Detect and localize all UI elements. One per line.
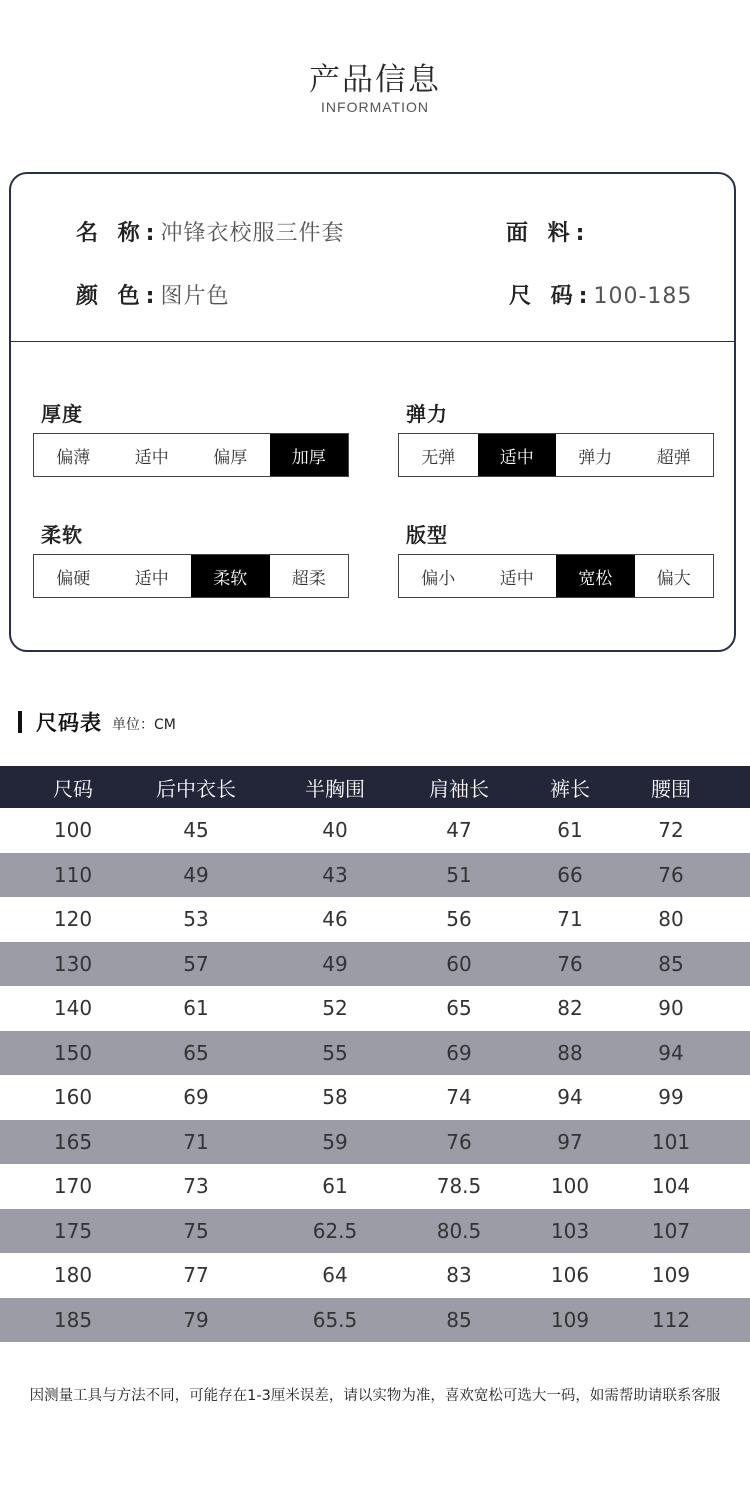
column-header-text: 腰围 <box>651 776 691 801</box>
table-cell-text: 65 <box>183 1040 209 1065</box>
product-name <box>76 216 344 247</box>
table-row <box>0 1298 750 1343</box>
table-cell-text: 85 <box>446 1307 472 1332</box>
column-header-text: 尺码 <box>53 776 93 801</box>
color-label: 颜 色: <box>76 284 161 309</box>
table-cell-text: 175 <box>53 1218 93 1243</box>
table-cell-text: 59 <box>322 1129 348 1154</box>
size-value: 100-185 <box>593 284 693 309</box>
attr-option-selected: 宽松 <box>556 555 635 597</box>
table-cell <box>147 853 245 898</box>
table-cell-text: 120 <box>53 907 93 932</box>
table-cell-text: 45 <box>183 818 209 843</box>
table-cell <box>494 1164 646 1209</box>
column-header-text: 后中衣长 <box>156 776 236 801</box>
table-cell-text: 99 <box>658 1085 684 1110</box>
table-cell <box>494 1209 646 1254</box>
table-row <box>0 897 750 942</box>
table-cell <box>0 1253 147 1298</box>
table-cell-text: 150 <box>53 1040 93 1065</box>
table-cell <box>245 1075 425 1120</box>
attr-option: 适中 <box>134 568 169 589</box>
table-cell-text: 112 <box>651 1307 691 1332</box>
size-chart-unit: 单位：CM <box>112 717 176 733</box>
table-cell <box>0 942 147 987</box>
table-cell-text: 85 <box>658 951 684 976</box>
table-cell-text: 94 <box>658 1040 684 1065</box>
table-cell <box>646 808 750 853</box>
table-row <box>0 1120 750 1165</box>
table-cell <box>425 808 494 853</box>
table-cell-text: 79 <box>183 1307 209 1332</box>
table-cell <box>0 1164 147 1209</box>
page-title: 产品信息 <box>309 62 441 98</box>
table-cell <box>245 897 425 942</box>
table-cell <box>425 1209 494 1254</box>
table-cell-text: 77 <box>183 1263 209 1288</box>
fabric-label: 面 料: <box>506 221 591 246</box>
table-cell-text: 64 <box>322 1263 348 1288</box>
table-row <box>0 853 750 898</box>
table-cell-text: 103 <box>550 1218 590 1243</box>
size-chart-heading <box>18 710 176 734</box>
table-cell <box>147 1031 245 1076</box>
table-cell-text: 88 <box>557 1040 583 1065</box>
table-cell <box>245 986 425 1031</box>
table-cell-text: 72 <box>658 818 684 843</box>
table-cell <box>245 1164 425 1209</box>
measurement-note: 因测量工具与方法不同，可能存在1-3厘米误差，请以实物为准，喜欢宽松可选大一码，如需帮助请联系客服 <box>29 1388 721 1404</box>
table-cell <box>0 1120 147 1165</box>
product-color <box>76 279 229 310</box>
attr-option: 超弹 <box>656 447 691 468</box>
table-cell-text: 109 <box>651 1263 691 1288</box>
table-cell-text: 160 <box>53 1085 93 1110</box>
table-cell <box>147 1209 245 1254</box>
table-cell-text: 62.5 <box>312 1218 358 1243</box>
attr-option: 无弹 <box>421 447 456 468</box>
table-row <box>0 942 750 987</box>
table-cell-text: 109 <box>550 1307 590 1332</box>
name-value: 冲锋衣校服三件套 <box>160 221 345 246</box>
table-cell <box>494 986 646 1031</box>
table-header-row <box>0 766 750 808</box>
attr-option: 偏厚 <box>213 447 248 468</box>
column-header-text: 裤长 <box>550 776 590 801</box>
table-cell <box>425 942 494 987</box>
table-cell-text: 61 <box>557 818 583 843</box>
column-header-text: 半胸围 <box>305 776 365 801</box>
table-cell <box>646 897 750 942</box>
attr-option: 超柔 <box>291 568 326 589</box>
attr-title-softness: 柔软 <box>41 523 83 547</box>
table-cell-text: 75 <box>183 1218 209 1243</box>
product-size <box>509 279 692 310</box>
attr-option: 偏硬 <box>56 568 91 589</box>
table-cell-text: 56 <box>446 907 472 932</box>
table-cell <box>0 897 147 942</box>
table-cell-text: 104 <box>651 1174 691 1199</box>
table-cell <box>147 1164 245 1209</box>
table-cell-text: 90 <box>658 996 684 1021</box>
table-cell <box>245 1298 425 1343</box>
attr-scale-softness <box>33 554 349 598</box>
table-row <box>0 1253 750 1298</box>
table-cell-text: 69 <box>446 1040 472 1065</box>
name-label: 名 称: <box>76 221 161 246</box>
table-cell <box>494 1031 646 1076</box>
table-cell <box>0 986 147 1031</box>
product-fabric <box>506 216 590 247</box>
table-cell <box>245 942 425 987</box>
table-cell <box>646 1075 750 1120</box>
column-header <box>646 766 750 808</box>
size-label: 尺 码: <box>509 284 594 309</box>
table-cell <box>646 853 750 898</box>
table-cell <box>147 897 245 942</box>
table-cell-text: 180 <box>53 1263 93 1288</box>
table-cell-text: 78.5 <box>436 1174 482 1199</box>
table-cell <box>0 1298 147 1343</box>
table-cell <box>646 1209 750 1254</box>
table-cell-text: 71 <box>183 1129 209 1154</box>
table-cell-text: 170 <box>53 1174 93 1199</box>
table-cell-text: 60 <box>446 951 472 976</box>
table-cell <box>147 942 245 987</box>
table-cell <box>646 1120 750 1165</box>
table-cell <box>245 1253 425 1298</box>
size-table <box>0 766 750 1342</box>
table-cell-text: 185 <box>53 1307 93 1332</box>
table-cell-text: 140 <box>53 996 93 1021</box>
column-header <box>0 766 147 808</box>
table-cell <box>147 1120 245 1165</box>
table-row <box>0 808 750 853</box>
table-cell <box>147 1253 245 1298</box>
table-cell-text: 47 <box>446 818 472 843</box>
page-subtitle: INFORMATION <box>321 99 429 115</box>
table-cell <box>494 808 646 853</box>
table-cell <box>0 853 147 898</box>
table-cell <box>0 1031 147 1076</box>
table-cell <box>646 986 750 1031</box>
table-cell <box>147 1298 245 1343</box>
table-cell-text: 61 <box>183 996 209 1021</box>
table-cell <box>646 942 750 987</box>
column-header-text: 肩袖长 <box>429 776 489 801</box>
table-cell <box>494 897 646 942</box>
table-cell-text: 83 <box>446 1263 472 1288</box>
product-info-card <box>9 172 736 652</box>
table-cell <box>494 942 646 987</box>
attr-option: 偏小 <box>421 568 456 589</box>
table-cell-text: 74 <box>446 1085 472 1110</box>
table-cell <box>425 1120 494 1165</box>
table-cell <box>147 808 245 853</box>
attr-scale-elasticity <box>398 433 714 477</box>
attr-title-fit: 版型 <box>406 523 448 547</box>
table-cell-text: 80 <box>658 907 684 932</box>
table-cell-text: 58 <box>322 1085 348 1110</box>
table-cell <box>646 1298 750 1343</box>
attr-option: 偏大 <box>656 568 691 589</box>
table-cell <box>425 986 494 1031</box>
table-cell-text: 100 <box>53 818 93 843</box>
attr-scale-thickness <box>33 433 349 477</box>
size-chart-title: 尺码表 <box>36 711 102 735</box>
table-cell-text: 76 <box>446 1129 472 1154</box>
table-cell <box>494 1075 646 1120</box>
table-cell-text: 165 <box>53 1129 93 1154</box>
table-cell-text: 80.5 <box>436 1218 482 1243</box>
color-value: 图片色 <box>160 284 230 309</box>
table-row <box>0 1075 750 1120</box>
table-cell-text: 69 <box>183 1085 209 1110</box>
table-cell <box>425 1031 494 1076</box>
table-cell <box>494 1253 646 1298</box>
attr-option: 适中 <box>134 447 169 468</box>
table-cell-text: 94 <box>557 1085 583 1110</box>
heading-bar <box>18 711 22 733</box>
table-cell-text: 66 <box>557 862 583 887</box>
table-cell-text: 107 <box>651 1218 691 1243</box>
table-cell <box>646 1253 750 1298</box>
table-cell-text: 110 <box>53 862 93 887</box>
attr-option-selected: 柔软 <box>191 555 270 597</box>
table-cell <box>425 853 494 898</box>
attr-option-selected: 加厚 <box>270 434 349 476</box>
table-cell <box>0 808 147 853</box>
attr-option: 偏薄 <box>56 447 91 468</box>
table-cell-text: 97 <box>557 1129 583 1154</box>
attr-title-elasticity: 弹力 <box>406 402 448 426</box>
table-cell <box>245 853 425 898</box>
table-cell <box>425 1253 494 1298</box>
table-cell <box>494 1298 646 1343</box>
table-cell-text: 46 <box>322 907 348 932</box>
attr-option-selected: 适中 <box>478 434 557 476</box>
table-cell <box>147 986 245 1031</box>
table-cell-text: 106 <box>550 1263 590 1288</box>
table-cell-text: 73 <box>183 1174 209 1199</box>
table-cell-text: 65 <box>446 996 472 1021</box>
table-cell <box>494 853 646 898</box>
table-cell-text: 82 <box>557 996 583 1021</box>
table-cell-text: 52 <box>322 996 348 1021</box>
table-cell-text: 65.5 <box>312 1307 358 1332</box>
info-divider <box>11 341 734 342</box>
table-cell-text: 53 <box>183 907 209 932</box>
table-row <box>0 1031 750 1076</box>
table-cell-text: 55 <box>322 1040 348 1065</box>
table-cell-text: 76 <box>557 951 583 976</box>
table-cell-text: 101 <box>651 1129 691 1154</box>
table-cell-text: 76 <box>658 862 684 887</box>
table-cell <box>245 808 425 853</box>
table-cell-text: 43 <box>322 862 348 887</box>
table-cell <box>646 1164 750 1209</box>
table-cell <box>425 1298 494 1343</box>
table-cell-text: 57 <box>183 951 209 976</box>
table-cell-text: 51 <box>446 862 472 887</box>
attr-scale-fit <box>398 554 714 598</box>
table-cell <box>0 1209 147 1254</box>
table-cell <box>147 1075 245 1120</box>
column-header <box>245 766 425 808</box>
table-cell-text: 100 <box>550 1174 590 1199</box>
table-cell <box>494 1120 646 1165</box>
table-cell <box>0 1075 147 1120</box>
table-cell-text: 130 <box>53 951 93 976</box>
table-cell-text: 49 <box>183 862 209 887</box>
table-cell-text: 61 <box>322 1174 348 1199</box>
table-cell <box>245 1209 425 1254</box>
table-cell <box>245 1031 425 1076</box>
table-cell <box>425 897 494 942</box>
table-cell-text: 49 <box>322 951 348 976</box>
attr-title-thickness: 厚度 <box>41 402 83 426</box>
table-cell-text: 71 <box>557 907 583 932</box>
column-header <box>494 766 646 808</box>
attr-option: 适中 <box>499 568 534 589</box>
table-cell <box>425 1075 494 1120</box>
table-cell <box>646 1031 750 1076</box>
table-cell <box>245 1120 425 1165</box>
column-header <box>147 766 245 808</box>
table-row <box>0 1164 750 1209</box>
table-cell <box>425 1164 494 1209</box>
column-header <box>425 766 494 808</box>
table-cell-text: 40 <box>322 818 348 843</box>
attr-option: 弹力 <box>578 447 613 468</box>
table-row <box>0 1209 750 1254</box>
table-row <box>0 986 750 1031</box>
